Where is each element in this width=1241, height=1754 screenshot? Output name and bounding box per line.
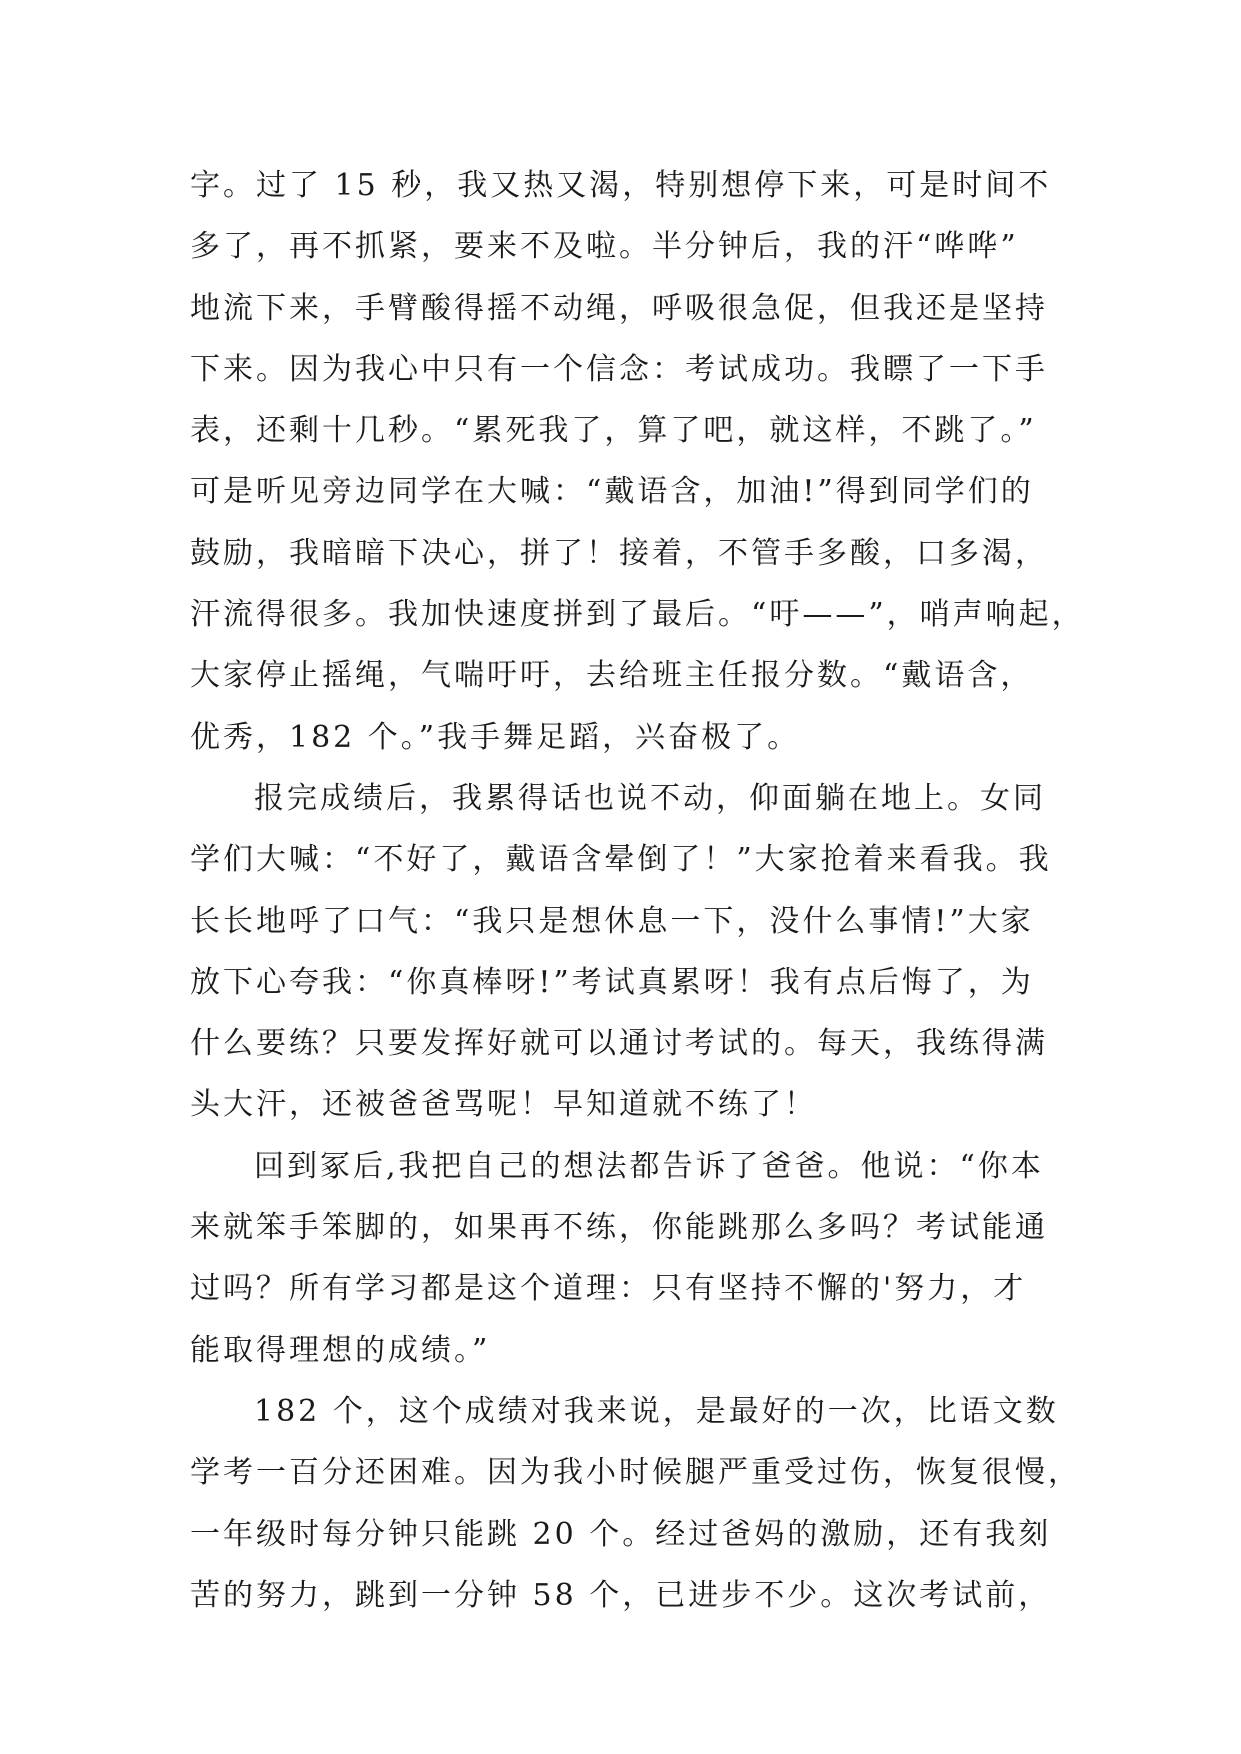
text-line: 苦的努力，跳到一分钟 58 个，已进步不少。这次考试前， (190, 1577, 1052, 1613)
text-line: 能取得理想的成绩。” (190, 1332, 491, 1368)
paragraph-first-line: 182 个，这个成绩对我来说，是最好的一次，比语文数 (254, 1393, 1059, 1429)
body-text (190, 155, 1085, 1626)
text-line: 表，还剩十几秒。“累死我了，算了吧，就这样，不跳了。” (190, 413, 1037, 449)
text-line: 地流下来，手臂酸得摇不动绳，呼吸很急促，但我还是坚持 (190, 290, 1048, 326)
paragraph-first-line: 回到冢后,我把自己的想法都告诉了爸爸。他说：“你本 (254, 1148, 1044, 1184)
text-line: 什么要练？只要发挥好就可以通讨考试的。每天，我练得满 (190, 1026, 1048, 1062)
text-line: 大家停止摇绳，气喘吁吁，去给班主任报分数。“戴语含， (190, 658, 1034, 694)
text-line: 下来。因为我心中只有一个信念：考试成功。我瞟了一下手 (190, 351, 1048, 387)
text-line: 字。过了 15 秒，我又热又渴，特别想停下来，可是时间不 (190, 168, 1052, 203)
text-line: 多了，再不抓紧，要来不及啦。半分钟后，我的汗“哗哗” (190, 229, 1019, 265)
text-line: 鼓励，我暗暗下决心，拼了！接着，不管手多酸，口多渴， (190, 535, 1048, 571)
text-line: 头大汗，还被爸爸骂呢！早知道就不练了！ (190, 1087, 817, 1123)
text-line: 长长地呼了口气：“我只是想休息一下，没什么事情!”大家 (190, 903, 1034, 939)
text-line: 优秀，182 个。”我手舞足蹈，兴奋极了。 (190, 719, 801, 755)
text-line: 过吗？所有学习都是这个道理：只有坚持不懈的'努力，才 (190, 1271, 1027, 1307)
text-line: 来就笨手笨脚的，如果再不练，你能跳那么多吗？考试能通 (190, 1210, 1048, 1246)
text-line: 学考一百分还困难。因为我小时候腿严重受过伤，恢复很慢， (190, 1455, 1081, 1491)
text-line: 学们大喊：“不好了，戴语含晕倒了！”大家抢着来看我。我 (190, 842, 1052, 878)
paragraph-first-line: 报完成绩后，我累得话也说不动，仰面躺在地上。女同 (254, 780, 1046, 816)
text-line: 汗流得很多。我加快速度拼到了最后。“吁——”，哨声响起， (190, 597, 1085, 633)
text-line: 放下心夸我：“你真棒呀!”考试真累呀！我有点后悔了，为 (190, 964, 1034, 1000)
text-line: 一年级时每分钟只能跳 20 个。经过爸妈的激励，还有我刻 (190, 1516, 1052, 1552)
text-line: 可是听见旁边同学在大喊：“戴语含，加油!”得到同学们的 (190, 474, 1034, 510)
